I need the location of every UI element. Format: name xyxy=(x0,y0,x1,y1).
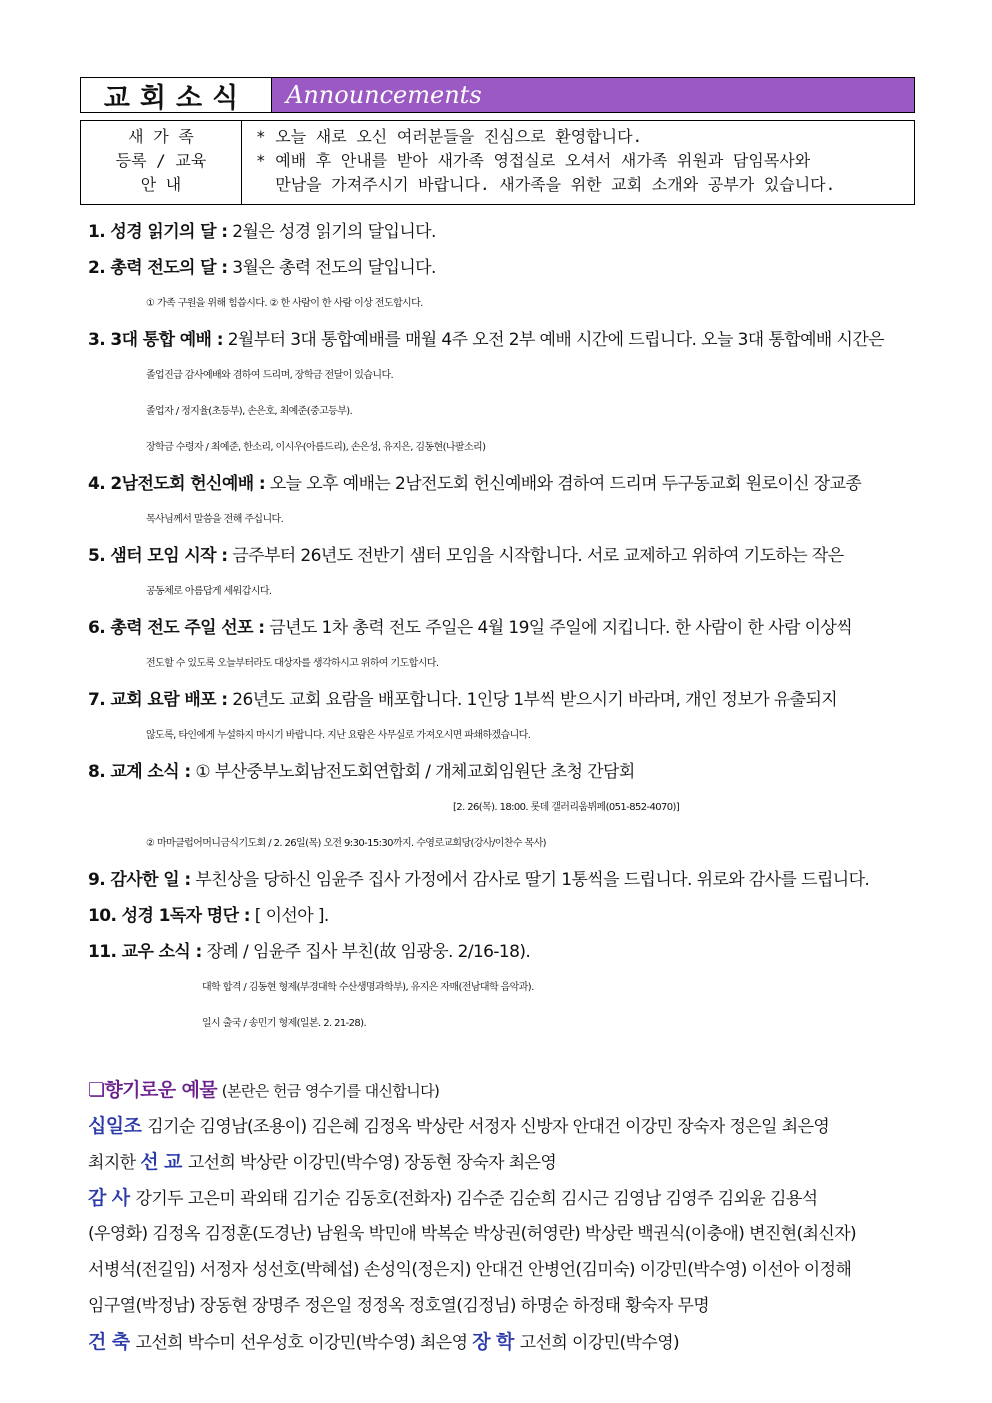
new-family-labels xyxy=(81,121,242,204)
announcement-item-9: 9. 감사한 일 : 부친상을 당하신 임윤주 집사 가정에서 감사로 딸기 1통씩을 드립니다. 위로와 감사를 드립니다. xyxy=(88,870,870,890)
offering-line: 십일조 김기순 김영남(조용이) 김은혜 김정옥 박상란 서정자 신방자 안대건 이강민 장숙자 정은일 최은영 xyxy=(88,1115,830,1137)
header-title-en: Announcements xyxy=(272,78,914,112)
announcement-item-3-graduates: 졸업자 / 정지율(초등부), 손은호, 최예준(중고등부). xyxy=(146,406,353,417)
label-new-family: 새 가 족 xyxy=(128,127,194,146)
offering-line: 임구열(박정남) 장동현 장명주 정은일 정정옥 정호열(김정님) 하명순 하정태 황숙자 무명 xyxy=(88,1296,710,1316)
new-family-text xyxy=(242,121,914,204)
label-registration: 등록 / 교육 xyxy=(115,151,207,170)
announcement-item-6-cont: 전도할 수 있도록 오늘부터라도 대상자를 생각하시고 위하여 기도합시다. xyxy=(146,658,439,669)
offering-title: ❏향기로운 예물 xyxy=(88,1079,217,1101)
announcement-item-3-cont: 졸업진급 감사예배와 겸하여 드리며, 장학금 전달이 있습니다. xyxy=(146,370,394,381)
new-family-line: 만남을 가져주시기 바랍니다. 새가족을 위한 교회 소개와 공부가 있습니다. xyxy=(256,175,836,194)
announcement-item-8: 8. 교계 소식 : ① 부산중부노회남전도회연합회 / 개체교회임원단 초청 간담회 xyxy=(88,762,635,782)
announcement-item-5-cont: 공동체로 아름답게 세워갑시다. xyxy=(146,586,272,597)
announcement-item-6: 6. 총력 전도 주일 선포 : 금년도 1차 총력 전도 주일은 4월 19일 주일에 지킵니다. 한 사람이 한 사람 이상씩 xyxy=(88,618,853,638)
announcement-item-3-scholarship: 장학금 수령자 / 최예준, 한소리, 이시우(아름드리), 손은성, 유지은, 김동현(나팔소리) xyxy=(146,442,486,453)
announcement-item-1: 1. 성경 읽기의 달 : 2월은 성경 읽기의 달입니다. xyxy=(88,222,436,242)
offering-line: 건 축 고선희 박수미 선우성호 이강민(박수영) 최은영 장 학 고선희 이강민(박수영) xyxy=(88,1331,680,1353)
header-title-ko: 교회소식 xyxy=(81,78,272,112)
announcement-item-11-college: 대학 합격 / 김동현 형제(부경대학 수산생명과학부), 유지은 자매(전남대학 음악과). xyxy=(202,982,534,993)
announcement-item-4: 4. 2남전도회 헌신예배 : 오늘 오후 예배는 2남전도회 헌신예배와 겸하여 드리며 두구동교회 원로이신 장교종 xyxy=(88,474,862,494)
announcement-item-4-cont: 목사님께서 말씀을 전해 주십니다. xyxy=(146,514,284,525)
announcement-item-11: 11. 교우 소식 : 장례 / 임윤주 집사 부친(故 임광웅. 2/16-18). xyxy=(88,942,531,962)
offering-line: 서병석(전길임) 서정자 성선호(박혜섭) 손성익(정은지) 안대건 안병언(김미숙) 이강민(박수영) 이선아 이정해 xyxy=(88,1260,852,1280)
announcement-list xyxy=(88,214,908,1042)
offering-title-row xyxy=(88,1072,908,1108)
announcement-item-3: 3. 3대 통합 예배 : 2월부터 3대 통합예배를 매월 4주 오전 2부 예배 시간에 드립니다. 오늘 3대 통합예배 시간은 xyxy=(88,330,884,350)
offering-section xyxy=(88,1072,908,1360)
new-family-box xyxy=(80,120,915,205)
announcement-item-10: 10. 성경 1독자 명단 : [ 이선아 ]. xyxy=(88,906,329,926)
offering-note: (본란은 헌금 영수기를 대신합니다) xyxy=(221,1082,440,1100)
new-family-line: * 예배 후 안내를 받아 새가족 영접실로 오셔서 새가족 위원과 담임목사와 xyxy=(256,151,811,170)
label-guide: 안 내 xyxy=(140,175,182,194)
announcement-item-7-cont: 않도록, 타인에게 누설하지 마시기 바랍니다. 지난 요람은 사무실로 가져오시면 파쇄하겠습니다. xyxy=(146,730,531,741)
announcement-item-7: 7. 교회 요람 배포 : 26년도 교회 요람을 배포합니다. 1인당 1부씩 받으시기 바라며, 개인 정보가 유출되지 xyxy=(88,690,838,710)
announcement-item-8-detail: [2. 26(목). 18:00. 롯데 갤러리움뷔페(051-852-4070)] xyxy=(453,802,680,813)
offering-line: 감 사 강기두 고은미 곽외태 김기순 김동호(전화자) 김수준 김순희 김시근 김영남 김영주 김외윤 김용석 xyxy=(88,1187,818,1209)
announcement-item-8-second: ② 마마클럽어머니금식기도회 / 2. 26일(목) 오전 9:30-15:30까지. 수영로교회당(강사/이찬수 목사) xyxy=(146,838,546,849)
offering-line: (우영화) 김정옥 김정훈(도경난) 남원욱 박민애 박복순 박상권(허영란) 박상란 백권식(이충애) 변진현(최신자) xyxy=(88,1224,857,1244)
offering-line: 최지한 선 교 고선희 박상란 이강민(박수영) 장동현 장숙자 최은영 xyxy=(88,1151,557,1173)
announcements-header xyxy=(80,77,915,113)
announcement-item-2-detail: ① 가족 구원을 위해 힘씁시다. ② 한 사람이 한 사람 이상 전도합시다. xyxy=(146,298,423,309)
announcement-item-11-departure: 일시 출국 / 송민기 형제(일본. 2. 21-28). xyxy=(202,1018,367,1029)
announcement-item-5: 5. 샘터 모임 시작 : 금주부터 26년도 전반기 샘터 모임을 시작합니다. 서로 교제하고 위하여 기도하는 작은 xyxy=(88,546,844,566)
announcement-item-2: 2. 총력 전도의 달 : 3월은 총력 전도의 달입니다. xyxy=(88,258,436,278)
new-family-line: * 오늘 새로 오신 여러분들을 진심으로 환영합니다. xyxy=(256,127,643,146)
